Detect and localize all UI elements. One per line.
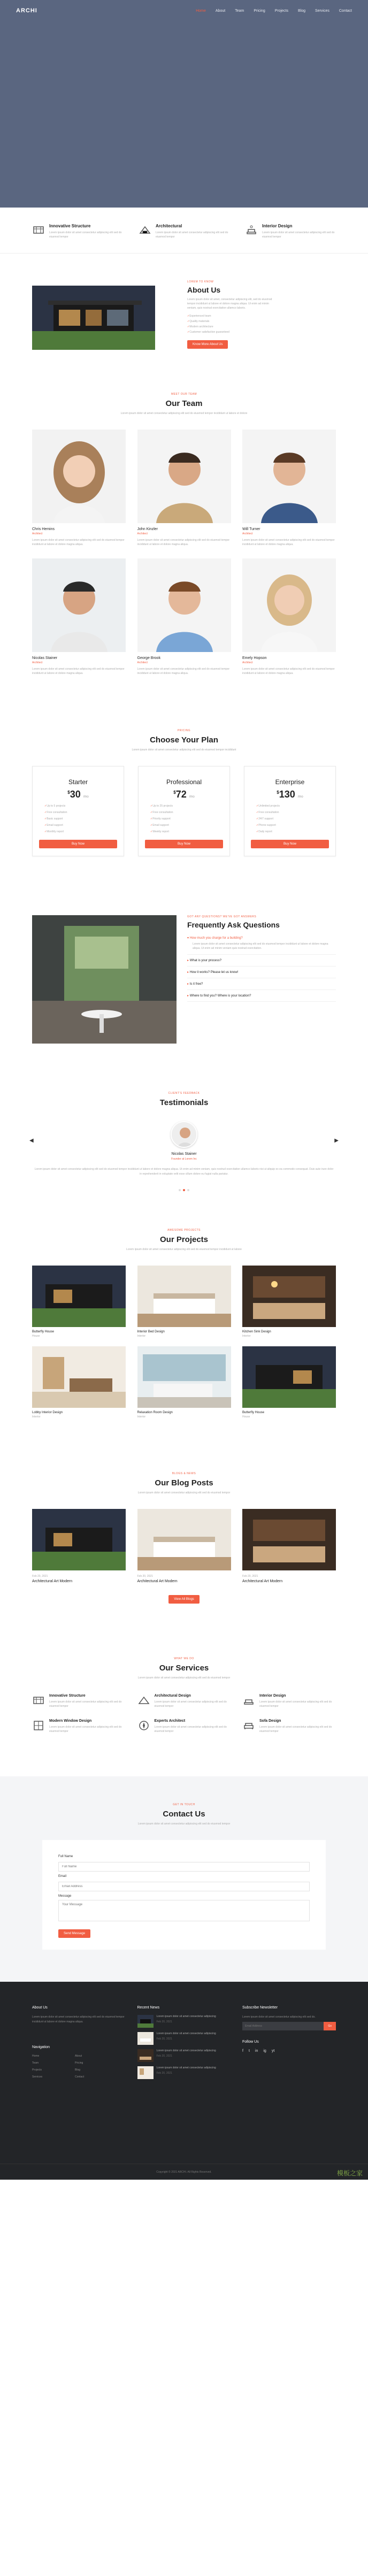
testimonials-section xyxy=(0,1092,368,1229)
blog-subtitle: Lorem ipsum dolor sit amet consectetur adipiscing elit sed do eiusmod tempor xyxy=(137,1491,231,1494)
member-role: Architect xyxy=(137,532,148,535)
blog-image xyxy=(32,1509,126,1570)
plan-period: /mo xyxy=(83,795,89,799)
plan-feature: ✓ Email support xyxy=(44,824,117,827)
plan-name: Professional xyxy=(166,778,202,786)
footer-nav-title: Navigation xyxy=(32,2045,50,2049)
plan-feature: ✓ Up to 5 projects xyxy=(44,804,117,808)
menu-item-team[interactable]: Team xyxy=(235,9,244,13)
news-item[interactable] xyxy=(137,2032,231,2045)
pricing-plans xyxy=(32,766,336,856)
faq-content xyxy=(187,915,336,1044)
projects-title: Our Projects xyxy=(159,1235,209,1244)
member-role: Architect xyxy=(242,532,253,535)
member-bio: Lorem ipsum dolor sit amet consectetur adipiscing elit sed do eiusmod tempor incididunt ut labore et dolore magna aliqua. xyxy=(137,539,230,546)
feature-item xyxy=(139,224,229,239)
plan-card-starter xyxy=(32,766,124,856)
service-title: Sofa Design xyxy=(259,1719,281,1723)
footer-about-title: About Us xyxy=(32,2006,48,2010)
footer-newsletter xyxy=(242,2006,336,2083)
project-category: House xyxy=(32,1335,40,1338)
checklist-item: ✓ Quality materials xyxy=(187,320,278,323)
plan-feature: ✓ Weekly report xyxy=(150,830,223,833)
plan-period: /mo xyxy=(297,795,303,799)
plan-card-enterprise xyxy=(244,766,336,856)
member-photo xyxy=(242,430,336,523)
facebook-icon[interactable]: f xyxy=(242,2049,243,2053)
prev-arrow-icon[interactable]: ◀ xyxy=(29,1138,34,1144)
project-title: Interior Bed Design xyxy=(137,1330,165,1333)
footer-news-title: Recent News xyxy=(137,2006,160,2010)
building-icon xyxy=(32,224,45,236)
blog-image xyxy=(137,1509,231,1570)
member-role: Architect xyxy=(137,661,148,664)
service-item xyxy=(242,1694,336,1708)
service-title: Experts Architect xyxy=(154,1719,186,1723)
carousel-dots xyxy=(32,1189,336,1191)
feature-title: Architectural xyxy=(156,224,182,228)
architecture-icon xyxy=(139,224,151,236)
plan-feature: ✓ Monthly report xyxy=(44,830,117,833)
team-member-card[interactable] xyxy=(32,430,126,547)
faq-answer: Lorem ipsum dolor sit amet consectetur adipiscing elit sed do eiusmod tempor incididunt ut labore et dolore magna aliqua. Ut enim ad minim veniam quis nostrud exercitation. xyxy=(193,942,328,950)
pricing-section xyxy=(0,708,368,899)
news-date: Feb 20, 2021 xyxy=(156,2020,172,2023)
footer-news xyxy=(137,2006,231,2083)
project-category: House xyxy=(242,1415,250,1419)
sofa-icon xyxy=(242,1719,255,1732)
news-date: Feb 20, 2021 xyxy=(156,2071,172,2075)
menu-item-home[interactable]: Home xyxy=(196,9,206,13)
project-category: Interior xyxy=(242,1335,251,1338)
member-photo xyxy=(32,558,126,652)
projects-section xyxy=(0,1229,368,1456)
pricing-title: Choose Your Plan xyxy=(150,735,218,745)
project-image xyxy=(137,1346,231,1408)
newsletter-form xyxy=(242,2022,336,2030)
carousel-dot[interactable] xyxy=(179,1189,181,1191)
site-footer xyxy=(0,1982,368,2180)
menu-item-services[interactable]: Services xyxy=(315,9,329,13)
newsletter-email-input[interactable] xyxy=(242,2022,324,2030)
service-text: Lorem ipsum dolor sit amet consectetur adipiscing elit sed do eiusmod tempor xyxy=(259,1726,332,1733)
blog-post-title[interactable]: Architectural Art Modern xyxy=(242,1580,283,1583)
team-title: Our Team xyxy=(165,399,203,408)
faq-question[interactable]: ▾ How much you charge for a building? xyxy=(187,936,336,940)
team-eyebrow: MEET OUR TEAM xyxy=(171,393,197,396)
project-title: Kitchen Sink Design xyxy=(242,1330,271,1333)
services-eyebrow: WHAT WE DO xyxy=(174,1657,194,1660)
compass-icon xyxy=(137,1719,150,1732)
project-title: Relaxation Room Design xyxy=(137,1411,173,1414)
services-section xyxy=(0,1630,368,1776)
plan-feature: ✓ Email support xyxy=(150,824,223,827)
checklist-item: ✓ Customer satisfaction guaranteed xyxy=(187,331,278,334)
blog-date: Feb 20, 2021 xyxy=(242,1575,258,1578)
testimonial-name: Nicolas Stainer xyxy=(171,1152,197,1156)
service-text: Lorem ipsum dolor sit amet consectetur adipiscing elit sed do eiusmod tempor xyxy=(49,1726,122,1733)
service-item xyxy=(137,1694,231,1708)
projects-header xyxy=(32,1229,336,1252)
email-input[interactable] xyxy=(58,1882,310,1891)
project-card[interactable] xyxy=(32,1346,126,1419)
member-photo xyxy=(32,430,126,523)
news-date: Feb 20, 2021 xyxy=(156,2054,172,2058)
plan-features xyxy=(150,804,223,833)
project-category: Interior xyxy=(32,1415,41,1419)
project-category: Interior xyxy=(137,1335,146,1338)
pricing-eyebrow: PRICING xyxy=(177,729,191,732)
testimonial-avatar xyxy=(171,1121,197,1148)
watermark-logo: 模板之家 xyxy=(336,2169,363,2177)
services-title: Our Services xyxy=(159,1663,209,1673)
feature-item xyxy=(32,224,123,239)
blog-post-card[interactable] xyxy=(242,1509,336,1583)
top-navigation xyxy=(0,0,368,21)
youtube-icon[interactable]: yt xyxy=(271,2049,275,2053)
news-title: Lorem ipsum dolor sit amet consectetur adipiscing xyxy=(156,2032,216,2035)
faq-item[interactable] xyxy=(187,955,336,967)
member-bio: Lorem ipsum dolor sit amet consectetur adipiscing elit sed do eiusmod tempor incididunt ut labore et dolore magna aliqua. xyxy=(242,539,335,546)
footer-link-about[interactable]: About xyxy=(75,2054,82,2058)
about-section xyxy=(0,254,368,393)
plan-features xyxy=(44,804,117,833)
follow-title: Follow Us xyxy=(242,2040,259,2044)
email-label: Email xyxy=(58,1875,67,1878)
services-subtitle: Lorem ipsum dolor sit amet consectetur adipiscing elit sed do eiusmod tempor xyxy=(137,1676,231,1680)
plan-features xyxy=(256,804,329,833)
plan-amount: 30 xyxy=(70,789,81,800)
project-title: Butterfly House xyxy=(242,1411,265,1414)
project-image xyxy=(32,1346,126,1408)
faq-question[interactable]: ▸ How it works? Please let us know! xyxy=(187,970,336,974)
blog-header xyxy=(32,1472,336,1495)
plan-amount: 72 xyxy=(175,789,187,800)
plan-price xyxy=(251,789,329,800)
menu-item-pricing[interactable]: Pricing xyxy=(254,9,265,13)
footer-link-services[interactable]: Services xyxy=(32,2075,43,2079)
carousel-dot[interactable] xyxy=(187,1189,189,1191)
news-item[interactable] xyxy=(137,2066,231,2079)
faq-question[interactable]: ▸ What is your process? xyxy=(187,959,336,962)
team-member-card[interactable] xyxy=(242,558,336,676)
member-name: Nicolas Stainer xyxy=(32,656,58,660)
footer-link-pricing[interactable]: Pricing xyxy=(75,2061,83,2065)
message-textarea[interactable] xyxy=(58,1900,310,1921)
carousel-dot-active[interactable] xyxy=(183,1189,185,1191)
contact-header xyxy=(32,1803,336,1826)
project-card[interactable] xyxy=(137,1266,231,1338)
plan-price xyxy=(39,789,117,800)
footer-about xyxy=(32,2006,126,2083)
plan-feature: ✓ Up to 25 projects xyxy=(150,804,223,808)
news-title: Lorem ipsum dolor sit amet consectetur adipiscing xyxy=(156,2049,216,2052)
member-name: George Brook xyxy=(137,656,161,660)
blog-eyebrow: BLOGS & NEWS xyxy=(172,1472,196,1475)
buy-professional-button[interactable]: Buy Now xyxy=(145,840,223,848)
plan-feature: ✓ Free consultation xyxy=(44,811,117,814)
service-text: Lorem ipsum dolor sit amet consectetur adipiscing elit sed do eiusmod tempor xyxy=(154,1700,227,1708)
menu-item-projects[interactable]: Projects xyxy=(274,9,289,13)
blog-post-title[interactable]: Architectural Art Modern xyxy=(32,1580,73,1583)
footer-nav-links xyxy=(32,2054,126,2079)
blog-grid xyxy=(32,1509,336,1583)
plan-price xyxy=(145,789,223,800)
service-title: Innovative Structure xyxy=(49,1694,86,1698)
service-item xyxy=(242,1719,336,1734)
service-title: Interior Design xyxy=(259,1694,286,1698)
faq-title: Frequently Ask Questions xyxy=(187,921,280,929)
newsletter-submit-button[interactable]: Go xyxy=(324,2022,336,2030)
faq-item[interactable] xyxy=(187,932,336,955)
testimonials-title: Testimonials xyxy=(159,1098,209,1107)
contact-eyebrow: GET IN TOUCH xyxy=(173,1803,195,1806)
menu-item-blog[interactable]: Blog xyxy=(298,9,306,13)
plan-name: Enterprise xyxy=(275,778,305,786)
blog-section xyxy=(0,1456,368,1630)
member-role: Architect xyxy=(32,532,43,535)
plan-feature: ✓ Basic support xyxy=(44,817,117,821)
contact-section xyxy=(0,1776,368,1982)
blog-image xyxy=(242,1509,336,1570)
plan-amount: 130 xyxy=(279,789,295,800)
service-item xyxy=(32,1694,126,1708)
plan-feature: ✓ Free consultation xyxy=(256,811,329,814)
hero-section xyxy=(0,0,368,208)
feature-text: Lorem ipsum dolor sit amet consectetur adipiscing elit sed do eiusmod tempor xyxy=(49,231,122,239)
social-links xyxy=(242,2049,336,2053)
faq-question[interactable]: ▸ Where to find you? Where is your location? xyxy=(187,994,336,998)
pricing-subtitle: Lorem ipsum dolor sit amet consectetur adipiscing elit sed do eiusmod tempor incididunt xyxy=(132,748,236,752)
plan-period: /mo xyxy=(189,795,195,799)
service-text: Lorem ipsum dolor sit amet consectetur adipiscing elit sed do eiusmod tempor xyxy=(49,1700,122,1708)
checklist-item: ✓ Experienced team xyxy=(187,315,278,318)
service-item xyxy=(137,1719,231,1734)
interior-icon xyxy=(242,1694,255,1707)
footer-columns xyxy=(32,2006,336,2083)
menu-item-contact[interactable]: Contact xyxy=(339,9,352,13)
member-bio: Lorem ipsum dolor sit amet consectetur adipiscing elit sed do eiusmod tempor incididunt ut labore et dolore magna aliqua. xyxy=(32,539,125,546)
project-card[interactable] xyxy=(242,1266,336,1338)
projects-subtitle: Lorem ipsum dolor sit amet consectetur adipiscing elit sed do eiusmod tempor incididunt ut labore xyxy=(126,1248,242,1251)
member-name: John Kinzler xyxy=(137,527,158,531)
faq-section xyxy=(0,899,368,1092)
faq-item[interactable] xyxy=(187,990,336,1002)
menu-item-about[interactable]: About xyxy=(215,9,226,13)
member-photo xyxy=(137,430,231,523)
footer-link-projects[interactable]: Projects xyxy=(32,2068,42,2072)
copyright-text: Copyright © 2021 ARCHI. All Rights Reserved. xyxy=(156,2171,212,2174)
team-grid xyxy=(32,430,336,676)
plan-currency: $ xyxy=(173,790,176,795)
blog-post-card[interactable] xyxy=(32,1509,126,1583)
team-member-card[interactable] xyxy=(32,558,126,676)
testimonial-quote: Lorem ipsum dolor sit amet consectetur adipiscing elit sed do eiusmod tempor incididunt ut labore et dolore magna aliqua. Ut enim ad minim veniam, quis nostrud exercitation ullamco laboris nisi ut aliquip ex ea commodo consequat. Duis aute irure dolor in reprehenderit in voluptate velit esse cillum dolore eu fugiat nulla pariatur. xyxy=(34,1168,334,1176)
feature-title: Innovative Structure xyxy=(49,224,91,228)
news-item[interactable] xyxy=(137,2049,231,2062)
team-subtitle: Lorem ipsum dolor sit amet consectetur adipiscing elit sed do eiusmod tempor incididunt ut labore et dolore xyxy=(120,412,248,415)
project-image xyxy=(242,1266,336,1327)
about-eyebrow: LOREM TO KNOW xyxy=(187,280,214,283)
member-role: Architect xyxy=(242,661,253,664)
feature-item xyxy=(245,224,336,239)
testimonial-role: Founder at Lorem Inc xyxy=(171,1157,197,1161)
blog-date: Feb 20, 2021 xyxy=(137,1575,153,1578)
twitter-icon[interactable]: t xyxy=(248,2049,250,2053)
plan-currency: $ xyxy=(277,790,279,795)
project-image xyxy=(137,1266,231,1327)
feature-text: Lorem ipsum dolor sit amet consectetur adipiscing elit sed do eiusmod tempor xyxy=(156,231,228,239)
services-grid xyxy=(32,1694,336,1734)
footer-link-team[interactable]: Team xyxy=(32,2061,39,2065)
testimonials-eyebrow: CLIENT'S FEEDBACK xyxy=(168,1092,200,1095)
main-menu xyxy=(196,9,352,13)
buy-enterprise-button[interactable]: Buy Now xyxy=(251,840,329,848)
project-image xyxy=(32,1266,126,1327)
member-bio: Lorem ipsum dolor sit amet consectetur adipiscing elit sed do eiusmod tempor incididunt ut labore et dolore magna aliqua. xyxy=(32,668,125,675)
plan-currency: $ xyxy=(67,790,70,795)
project-card[interactable] xyxy=(32,1266,126,1338)
faq-item[interactable] xyxy=(187,967,336,978)
team-section xyxy=(0,393,368,708)
about-text: Lorem ipsum dolor sit amet, consectetur adipiscing elit, sed do eiusmod tempor incididunt ut labore et dolore magna aliqua. Ut enim ad minim veniam, quis nostrud exercitation ullamco laboris. xyxy=(187,298,272,310)
projects-eyebrow: AWESOME PROJECTS xyxy=(167,1229,201,1232)
faq-question[interactable]: ▸ Is it free? xyxy=(187,982,336,986)
newsletter-text: Lorem ipsum dolor sit amet consectetur adipiscing elit sed do. xyxy=(242,2015,316,2019)
service-item xyxy=(32,1719,126,1734)
newsletter-title: Subscribe Newsletter xyxy=(242,2006,278,2010)
member-photo xyxy=(137,558,231,652)
faq-balcony-image xyxy=(32,915,177,1044)
copyright-bar xyxy=(0,2164,368,2180)
feature-title: Interior Design xyxy=(262,224,293,228)
news-date: Feb 20, 2021 xyxy=(156,2037,172,2041)
contact-subtitle: Lorem ipsum dolor sit amet consectetur adipiscing elit sed do eiusmod tempor xyxy=(137,1822,231,1826)
about-checklist xyxy=(187,315,278,334)
blog-post-title[interactable]: Architectural Art Modern xyxy=(137,1580,178,1583)
about-title: About Us xyxy=(187,286,221,294)
news-thumbnail xyxy=(137,2032,154,2045)
contact-title: Contact Us xyxy=(163,1810,205,1819)
news-title: Lorem ipsum dolor sit amet consectetur adipiscing xyxy=(156,2066,216,2069)
plan-feature: ✓ Free consultation xyxy=(150,811,223,814)
linkedin-icon[interactable]: in xyxy=(255,2049,258,2053)
member-name: Will Turner xyxy=(242,527,260,531)
project-title: Butterfly House xyxy=(32,1330,55,1333)
features-strip xyxy=(0,208,368,254)
plan-name: Starter xyxy=(68,778,88,786)
plan-feature: ✓ Priority support xyxy=(150,817,223,821)
news-thumbnail xyxy=(137,2015,154,2028)
news-title: Lorem ipsum dolor sit amet consectetur adipiscing xyxy=(156,2015,216,2018)
footer-about-text: Lorem ipsum dolor sit amet consectetur adipiscing elit sed do eiusmod tempor incididunt ut labore et dolore magna aliqua. xyxy=(32,2015,125,2023)
projects-grid xyxy=(32,1266,336,1419)
news-item[interactable] xyxy=(137,2015,231,2028)
member-photo xyxy=(242,558,336,652)
window-icon xyxy=(32,1719,45,1732)
about-content xyxy=(187,280,278,350)
project-image xyxy=(242,1346,336,1408)
plan-feature: ✓ Daily report xyxy=(256,830,329,833)
plan-card-professional xyxy=(138,766,230,856)
service-text: Lorem ipsum dolor sit amet consectetur adipiscing elit sed do eiusmod tempor xyxy=(154,1726,227,1733)
project-title: Lobby Interior Design xyxy=(32,1411,63,1414)
contact-form xyxy=(42,1840,326,1950)
blog-date: Feb 20, 2021 xyxy=(32,1575,48,1578)
about-house-image xyxy=(32,286,155,350)
view-all-blogs-button[interactable]: View All Blogs xyxy=(168,1595,200,1604)
feature-text: Lorem ipsum dolor sit amet consectetur adipiscing elit sed do eiusmod tempor xyxy=(262,231,335,239)
faq-item[interactable] xyxy=(187,978,336,990)
news-thumbnail xyxy=(137,2049,154,2062)
service-title: Modern Window Design xyxy=(49,1719,92,1723)
name-label: Full Name xyxy=(58,1855,73,1858)
service-text: Lorem ipsum dolor sit amet consectetur adipiscing elit sed do eiusmod tempor xyxy=(259,1700,332,1708)
send-message-button[interactable]: Send Message xyxy=(58,1929,90,1938)
footer-link-blog[interactable]: Blog xyxy=(75,2068,81,2072)
member-bio: Lorem ipsum dolor sit amet consectetur adipiscing elit sed do eiusmod tempor incididunt ut labore et dolore magna aliqua. xyxy=(242,668,335,675)
project-card[interactable] xyxy=(137,1346,231,1419)
next-arrow-icon[interactable]: ▶ xyxy=(334,1138,339,1144)
name-input[interactable] xyxy=(58,1862,310,1872)
blog-title: Our Blog Posts xyxy=(155,1478,213,1488)
member-role: Architect xyxy=(32,661,43,664)
about-more-button[interactable]: Know More About Us xyxy=(187,340,228,349)
member-name: Chris Hemins xyxy=(32,527,55,531)
team-member-card[interactable] xyxy=(137,558,231,676)
member-bio: Lorem ipsum dolor sit amet consectetur adipiscing elit sed do eiusmod tempor incididunt ut labore et dolore magna aliqua. xyxy=(137,668,230,675)
member-name: Emely Hopson xyxy=(242,656,267,660)
message-label: Message xyxy=(58,1895,72,1898)
pricing-header xyxy=(32,729,336,752)
footer-link-contact[interactable]: Contact xyxy=(75,2075,85,2079)
team-header xyxy=(32,393,336,416)
plan-feature: ✓ Unlimited projects xyxy=(256,804,329,808)
building-icon xyxy=(32,1694,45,1707)
project-category: Interior xyxy=(137,1415,146,1419)
plan-feature: ✓ 24/7 support xyxy=(256,817,329,821)
news-thumbnail xyxy=(137,2066,154,2079)
architecture-icon xyxy=(137,1694,150,1707)
service-title: Architectural Design xyxy=(154,1694,191,1698)
team-member-card[interactable] xyxy=(137,430,231,547)
blog-post-card[interactable] xyxy=(137,1509,231,1583)
footer-link-home[interactable]: Home xyxy=(32,2054,40,2058)
buy-starter-button[interactable]: Buy Now xyxy=(39,840,117,848)
team-member-card[interactable] xyxy=(242,430,336,547)
checklist-item: ✓ Modern architecture xyxy=(187,325,278,328)
testimonials-header xyxy=(32,1092,336,1107)
services-header xyxy=(32,1657,336,1680)
faq-eyebrow: GOT ANY QUESTIONS? WE'VE GOT ANSWERS xyxy=(187,915,257,918)
plan-feature: ✓ Phone support xyxy=(256,824,329,827)
instagram-icon[interactable]: ig xyxy=(263,2049,266,2053)
project-card[interactable] xyxy=(242,1346,336,1419)
site-logo[interactable]: ARCHI xyxy=(16,7,37,14)
interior-icon xyxy=(245,224,258,236)
